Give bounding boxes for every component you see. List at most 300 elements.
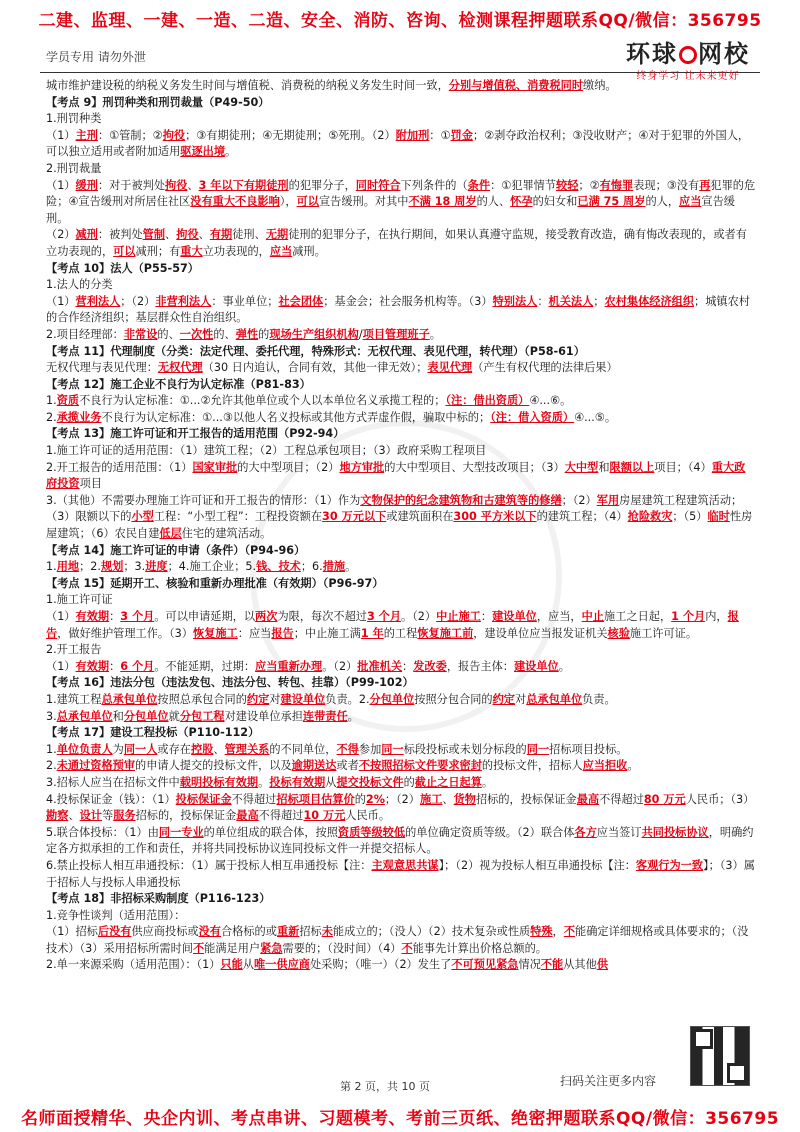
text-run: 、 — [198, 228, 210, 242]
highlight-term: 重大 — [180, 244, 203, 258]
highlight-term: 单位负责人 — [56, 742, 113, 756]
text-run: ④...⑥。 — [529, 394, 572, 408]
text-run: 。（2） — [322, 659, 358, 673]
section-heading: 【考点 18】非招标采购制度（P116-123） — [46, 892, 271, 906]
text-run: 施工之日起， — [604, 610, 672, 623]
highlight-term: 主观意思共谋 — [371, 858, 439, 872]
para: 1.竞争性谈判（适用范围）： — [46, 908, 186, 922]
section-heading: 【考点 16】违法分包（违法发包、违法分包、转包、挂靠）（P99-102） — [46, 676, 414, 690]
highlight-term: 2% — [365, 792, 385, 806]
highlight-term: 服务 — [113, 809, 136, 823]
text-run: 。 — [258, 775, 270, 789]
text-run: （产生有权代理的法律后果） — [472, 361, 618, 375]
text-run: ；（5） — [672, 510, 708, 524]
highlight-term: 10 万元 — [303, 809, 346, 823]
text-run: 工程：“小型工程”：工程投资额在 — [153, 510, 323, 524]
text-run: 宣告缓刑。 — [46, 195, 735, 225]
text-run: 、 — [165, 228, 177, 242]
highlight-term: 应当拒收 — [582, 759, 628, 773]
text-run: 。 — [627, 759, 639, 773]
highlight-term: 有悔罪 — [599, 178, 634, 192]
text-run: 不良行为认定标准：①...③以他人名义投标或其他方式弄虚作假，骗取中标的； — [101, 410, 491, 424]
highlight-term: 非常设 — [123, 327, 158, 341]
text-run: ： — [402, 659, 414, 673]
text-run: （1） — [46, 178, 76, 192]
highlight-term: 后没有 — [97, 925, 132, 939]
text-run: 表现；③没有 — [633, 178, 700, 192]
text-run: 3. — [46, 709, 57, 723]
text-run: 2. — [46, 759, 57, 773]
text-run: 宣告缓刑。对其中 — [318, 195, 409, 209]
text-run: 1. — [46, 742, 57, 756]
highlight-term: 报告 — [46, 610, 739, 640]
text-run: ；（2） — [384, 792, 420, 806]
para — [46, 742, 756, 759]
text-run: 的 — [258, 327, 270, 341]
text-run: （30 日内追认，合同有效，其他一律无效）； — [202, 361, 428, 375]
highlight-term: 资质 — [56, 394, 80, 408]
highlight-term: 社会团体 — [278, 294, 324, 308]
highlight-term: 30 万元以下 — [322, 510, 387, 524]
highlight-term: 管理关系 — [224, 742, 270, 756]
text-run: 不得超过 — [258, 809, 304, 823]
highlight-term: 中止 — [581, 610, 604, 623]
highlight-term: 非营利法人 — [155, 294, 212, 308]
highlight-term: 核验 — [607, 626, 630, 640]
para — [46, 393, 756, 410]
highlight-term: 紧急 — [260, 941, 283, 955]
highlight-term: 提交投标文件 — [336, 775, 404, 789]
text-run: 2.开工报告的适用范围：（1） — [46, 460, 193, 474]
text-run: 1. — [46, 560, 57, 574]
highlight-term: 不满 18 周岁 — [408, 195, 477, 209]
highlight-term: 有效期 — [75, 659, 110, 673]
highlight-term: 资质等级较低 — [337, 825, 406, 839]
highlight-term: 再 — [699, 178, 711, 192]
para — [46, 858, 756, 891]
text-run: 不得超过 — [599, 792, 644, 806]
text-run: 能确定详细规格或具体要求的；（没技术）（3）采用招标所需时间 — [46, 925, 749, 955]
highlight-term: 应当重新办理 — [255, 659, 323, 673]
text-run: 立功表现的， — [202, 244, 270, 258]
para — [46, 957, 756, 974]
text-run: 的投标文件，招标人 — [481, 759, 583, 773]
para — [46, 758, 756, 775]
section-heading: 【考点 15】延期开工、核验和重新办理批准（有效期）（P96-97） — [46, 576, 384, 590]
para — [46, 825, 756, 858]
highlight-term: 附加刑 — [395, 128, 430, 142]
highlight-term: 管制 — [142, 228, 166, 242]
para — [46, 227, 756, 260]
highlight-term: 客观行为一致 — [635, 858, 704, 872]
page-number: 第 2 页，共 10 页 — [340, 1080, 430, 1093]
text-run: 、 — [187, 178, 199, 192]
document-body — [46, 78, 756, 974]
para — [46, 78, 756, 95]
highlight-term: 1 年 — [360, 626, 384, 640]
highlight-term: 有效期 — [75, 610, 110, 623]
text-run: 、 — [442, 792, 454, 806]
highlight-term: 投标保证金 — [175, 792, 232, 806]
text-run: 和 — [112, 709, 124, 723]
highlight-term: 3 年以下有期徒刑 — [198, 178, 289, 192]
text-run: 应当签订 — [596, 825, 642, 839]
text-run: 的 — [354, 792, 366, 806]
highlight-term: 限额以上 — [609, 460, 655, 474]
text-run: 2.单一来源采购（适用范围）：（1） — [46, 958, 221, 972]
highlight-term: 无权代理 — [157, 361, 203, 375]
section-heading: 【考点 17】建设工程投标（P110-112） — [46, 726, 260, 740]
text-run: ；② — [578, 178, 600, 192]
text-run: 住宅的建筑活动。 — [181, 527, 272, 541]
para — [46, 609, 756, 642]
para — [46, 327, 756, 344]
section-heading: 【考点 9】刑罚种类和刑罚裁量（P49-50） — [46, 95, 270, 109]
highlight-term: 发改委 — [413, 659, 447, 673]
highlight-term: 主刑 — [75, 128, 98, 142]
para: 1.法人的分类 — [46, 278, 113, 292]
text-run: 城市维护建设税的纳税义务发生时间与增值税、消费税的纳税义务发生时间一致， — [46, 79, 449, 92]
text-run: 的、 — [157, 327, 180, 341]
text-run: 徒刑、 — [232, 228, 266, 242]
highlight-term: 投标有效期 — [269, 775, 326, 789]
highlight-term: 拘役 — [162, 128, 186, 142]
text-run: ；6. — [300, 560, 323, 574]
text-run: 内， — [705, 610, 728, 623]
highlight-term: 小型 — [131, 510, 154, 524]
highlight-term: 没有重大不良影响 — [190, 195, 280, 209]
text-run: ：被判处 — [97, 228, 143, 242]
text-run: 对建设单位承担 — [224, 709, 303, 723]
highlight-term: 建设单位 — [492, 610, 537, 623]
para — [46, 709, 756, 726]
highlight-term: 缓刑 — [75, 178, 98, 192]
text-run: 为限，每次不超过 — [277, 610, 367, 623]
highlight-term: 应当 — [679, 195, 702, 209]
section-heading: 【考点 11】代理制度（分类：法定代理、委托代理，特殊形式：无权代理、表见代理，转代理）（P58-61） — [46, 344, 585, 358]
text-run: 从其他 — [563, 958, 597, 972]
text-run: 。 — [429, 327, 441, 341]
page-header — [40, 36, 760, 82]
text-run: 或存在 — [157, 742, 191, 756]
highlight-term: 分包工程 — [179, 709, 225, 723]
text-run: 招标的，投标保证金 — [475, 792, 577, 806]
highlight-term: 总承包单位 — [56, 709, 113, 723]
highlight-term: 没有 — [198, 925, 221, 939]
highlight-term: 弹性 — [235, 327, 259, 341]
highlight-term: 有期 — [209, 228, 233, 242]
bottom-promo-banner: 名师面授精华、央企内训、考点串讲、习题模考、考前三页纸、绝密押题联系QQ/微信：356795 — [20, 1109, 780, 1129]
text-run: ；中止施工满 — [293, 626, 361, 640]
highlight-term: 低层 — [159, 527, 182, 541]
highlight-term: 不 — [563, 925, 576, 939]
highlight-term: 设计 — [79, 809, 102, 823]
text-run: 的申请人提交的投标文件，以及 — [135, 759, 292, 773]
highlight-term: 文物保护的纪念建筑物和古建筑等的修缮 — [360, 493, 562, 507]
brand-logo — [626, 34, 750, 82]
logo-text-a: 环球 — [626, 40, 678, 68]
highlight-term: 同一专业 — [158, 825, 204, 839]
text-run: 需要的；（没时间）（4） — [282, 941, 402, 955]
highlight-term: 报告 — [271, 626, 294, 640]
text-run: 的人， — [645, 195, 680, 209]
para — [46, 559, 756, 576]
section-heading: 【考点 13】施工许可证和开工报告的适用范围（P92-94） — [46, 427, 345, 441]
text-run: 不得超过 — [231, 792, 277, 806]
highlight-term: 共同投标协议 — [641, 825, 709, 839]
highlight-term: （注：借入资质） — [490, 410, 575, 424]
highlight-term: 进度 — [145, 560, 168, 574]
highlight-term: 货物 — [453, 792, 476, 806]
para: 2.刑罚裁量 — [46, 161, 102, 175]
highlight-term: 应当 — [269, 244, 293, 258]
text-run: ；2. — [79, 560, 101, 574]
highlight-term: 恢复施工 — [192, 626, 238, 640]
text-run: （1）招标 — [46, 925, 98, 939]
text-run: 能满足用户 — [204, 941, 261, 955]
text-run: 不良行为认定标准：①...②允许其他单位或个人以本单位名义承揽工程的； — [79, 394, 446, 408]
logo-ring-icon — [679, 46, 697, 64]
highlight-term: 驱逐出境 — [180, 145, 226, 159]
highlight-term: 国家审批 — [192, 460, 238, 474]
highlight-term: 建设单位 — [513, 659, 559, 673]
text-run: 5.联合体投标：（1）由 — [46, 825, 159, 839]
highlight-term: 连带责任 — [302, 709, 348, 723]
highlight-term: 不 — [192, 941, 205, 955]
text-run: 1. — [46, 394, 57, 408]
para — [46, 128, 756, 161]
text-run: ；③有期徒刑；④无期徒刑；⑤死刑。（2） — [185, 128, 396, 142]
text-run: 减刑；有 — [135, 244, 181, 258]
para — [46, 493, 756, 543]
highlight-term: 不能 — [540, 958, 564, 972]
para — [46, 692, 756, 709]
text-run: 能事先计算出价格总额的。 — [412, 941, 547, 955]
text-run: ：①犯罪情节 — [490, 178, 557, 192]
highlight-term: 罚金 — [450, 128, 473, 142]
text-run: 。 — [481, 775, 494, 789]
highlight-term: 未通过资格预审 — [56, 759, 136, 773]
text-run: 按照分包合同的 — [414, 692, 493, 706]
text-run: ， — [552, 925, 564, 939]
highlight-term: 怀孕 — [510, 195, 533, 209]
para: 1.施工许可证的适用范围：（1）建筑工程；（2）工程总承包项目；（3）政府采购工程项目 — [46, 444, 487, 458]
text-run: 招标项目投标。 — [549, 742, 628, 756]
text-run: 施工许可证。 — [629, 626, 698, 640]
text-run: 对 — [515, 692, 527, 706]
highlight-term: 80 万元 — [643, 792, 686, 806]
highlight-term: 同一 — [526, 742, 550, 756]
highlight-term: 建设单位 — [280, 692, 326, 706]
highlight-term: 营利法人 — [75, 294, 121, 308]
text-run: ；（2） — [561, 493, 597, 507]
highlight-term: 6 个月 — [120, 659, 155, 673]
text-run: ：① — [429, 128, 451, 142]
text-run: 。不能延期，过期： — [154, 659, 256, 673]
highlight-term: 无期 — [265, 228, 289, 242]
highlight-term: 特殊 — [530, 925, 553, 939]
text-run: ： — [109, 610, 121, 623]
highlight-term: 总承包单位 — [101, 692, 158, 706]
highlight-term: 一次性 — [179, 327, 214, 341]
highlight-term: 已满 75 周岁 — [577, 195, 646, 209]
highlight-term: 规划 — [100, 560, 124, 574]
text-run: 供应商投标或 — [131, 925, 199, 939]
highlight-term: 同时符合 — [355, 178, 401, 192]
text-run: ：应当 — [237, 626, 272, 640]
highlight-term: 3 个月 — [366, 610, 402, 623]
highlight-term: 只能 — [220, 958, 243, 972]
text-run: 2. — [46, 410, 57, 424]
text-run: ： — [537, 294, 549, 308]
text-run: ：对于被判处 — [97, 178, 166, 192]
text-run: 4.投标保证金（钱）：（1） — [46, 792, 176, 806]
highlight-term: 减刑 — [75, 228, 98, 242]
text-run: 标段投标或未划分标段的 — [403, 742, 527, 756]
text-run: 招标 — [299, 925, 322, 939]
highlight-term: 军用 — [596, 493, 620, 507]
highlight-term: 300 平方米以下 — [453, 510, 537, 524]
text-run: 1.建筑工程 — [46, 692, 102, 706]
text-run: ： — [109, 659, 121, 673]
text-run: 。可以申请延期，以 — [154, 610, 256, 623]
text-run: 3.招标人应当在招标文件中 — [46, 775, 180, 789]
highlight-term: 恢复施工前 — [417, 626, 474, 640]
highlight-term: 地方审批 — [339, 460, 385, 474]
highlight-term: 两次 — [255, 610, 278, 623]
text-run: 缴纳。 — [583, 79, 617, 92]
highlight-term: 逾期送达 — [291, 759, 337, 773]
text-run: 下列条件的（ — [400, 178, 468, 192]
qr-code-icon[interactable] — [690, 1026, 750, 1086]
text-run: ，做好维护管理工作。（3） — [57, 626, 193, 640]
text-run: 的 — [403, 775, 415, 789]
text-run: 项目；（4） — [654, 460, 712, 474]
highlight-term: 重大政府投资 — [46, 460, 746, 491]
scan-caption: 扫码关注更多内容 — [560, 1074, 657, 1088]
highlight-term: 重新 — [276, 925, 300, 939]
highlight-term: 分包单位 — [123, 709, 169, 723]
text-run: 。 — [225, 145, 237, 159]
text-run: 人民币。 — [345, 809, 391, 823]
highlight-term: 同一人 — [123, 742, 158, 756]
highlight-term: 唯一供应商 — [254, 958, 310, 972]
text-run: 按照总承包合同的 — [157, 692, 247, 706]
highlight-term: 未 — [321, 925, 333, 939]
text-run: 徒刑的犯罪分子，在执行期间，如果认真遵守监规，接受教育改造，确有悔改表现的，或者有立功表现的， — [46, 228, 747, 258]
text-run: 或者 — [336, 759, 359, 773]
highlight-term: 项目管理班子 — [362, 327, 430, 341]
para — [46, 178, 756, 228]
highlight-term: 分别与增值税、消费税同时 — [448, 79, 584, 92]
text-run: 从 — [325, 775, 337, 789]
highlight-term: 机关法人 — [548, 294, 594, 308]
text-run: ）， — [279, 195, 297, 209]
highlight-term: 不得 — [336, 742, 359, 756]
text-run: ；②剥夺政治权利；③没收财产；④对于犯罪的外国人，可以独立适用或者附加适用 — [46, 128, 750, 159]
text-run: 和 — [598, 460, 610, 474]
text-run: ； — [593, 294, 605, 308]
text-run: 、 — [68, 809, 80, 823]
highlight-term: 拘役 — [165, 178, 188, 192]
para — [46, 924, 756, 957]
text-run: 或建筑面积在 — [386, 510, 454, 524]
top-promo-banner: 二建、监理、一建、一造、二造、安全、消防、咨询、检测课程押题联系QQ/微信：356795 — [38, 11, 762, 31]
highlight-term: 各方 — [574, 825, 597, 839]
text-run: ④...⑤。 — [574, 410, 617, 424]
para — [46, 360, 756, 377]
highlight-term: 批准机关 — [357, 659, 403, 673]
highlight-term: 农村集体经济组织 — [604, 294, 695, 308]
text-run: ；基金会；社会服务机构等。（3） — [323, 294, 493, 308]
text-run: ，明确约定各方拟承担的工作和责任，并将共同投标协议连同投标文件一并提交招标人。 — [46, 825, 754, 856]
text-run: 3.（其他）不需要办理施工许可证和开工报告的情形：（1）作为 — [46, 493, 361, 507]
text-run: 的单位确定资质等级。（2）联合体 — [405, 825, 575, 839]
para — [46, 294, 756, 327]
highlight-term: 措施 — [322, 560, 346, 574]
text-run: 、 — [213, 742, 225, 756]
highlight-term: 勘察 — [46, 809, 69, 823]
text-run: 的人、 — [476, 195, 511, 209]
highlight-term: 载明投标有效期 — [179, 775, 259, 789]
text-run: 6.禁止投标人相互串通投标：（1）属于投标人相互串通投标【注： — [46, 858, 372, 872]
highlight-term: 最高 — [576, 792, 600, 806]
para: 1.施工许可证 — [46, 593, 113, 607]
text-run: ；3. — [123, 560, 146, 574]
text-run: 的妇女和 — [532, 195, 578, 209]
text-run: 负责。2. — [325, 692, 370, 706]
text-run: ；4.施工企业；5. — [167, 560, 257, 574]
para — [46, 659, 756, 676]
text-run: 处采购；（唯一）（2）发生了 — [309, 958, 452, 972]
highlight-term: 约定 — [246, 692, 270, 706]
text-run: （1） — [46, 294, 76, 308]
text-run: 】；（2）视为投标人相互串通投标【注： — [438, 858, 636, 872]
text-run: 2.项目经理部： — [46, 327, 124, 341]
text-run: ，建设单位应当报发证机关 — [473, 626, 608, 640]
para — [46, 792, 756, 825]
highlight-term: （注：借出资质） — [445, 394, 530, 408]
highlight-term: 临时 — [707, 510, 730, 524]
text-run: 】；（3）属于招标人与投标人串通投标 — [46, 858, 755, 889]
text-run: （2） — [46, 228, 76, 242]
text-run: 。 — [347, 709, 359, 723]
highlight-term: 钱、技术 — [256, 560, 301, 574]
text-run: 招标的，投标保证金 — [135, 809, 237, 823]
text-run: 的单位组成的联合体，按照 — [203, 825, 338, 839]
text-run: 对 — [269, 692, 281, 706]
highlight-term: 供 — [596, 958, 609, 972]
highlight-term: 用地 — [56, 560, 80, 574]
highlight-term: 分包单位 — [369, 692, 415, 706]
para: 2.开工报告 — [46, 643, 102, 657]
text-run: ：事业单位； — [211, 294, 279, 308]
text-run: 的、 — [213, 327, 236, 341]
highlight-term: 不可预见紧急 — [451, 958, 519, 972]
text-run: ： — [480, 610, 493, 623]
highlight-term: 表见代理 — [427, 361, 473, 375]
text-run: 。 — [558, 659, 570, 673]
logo-text-b: 网校 — [698, 40, 750, 68]
highlight-term: 中止施工 — [436, 610, 481, 623]
highlight-term: 可以 — [113, 244, 136, 258]
highlight-term: 控股 — [191, 742, 214, 756]
text-run: （1） — [46, 659, 76, 673]
highlight-term: 总承包单位 — [526, 692, 583, 706]
text-run: （1） — [46, 610, 76, 623]
text-run: 。（2） — [401, 610, 437, 623]
highlight-term: 同一 — [381, 742, 404, 756]
